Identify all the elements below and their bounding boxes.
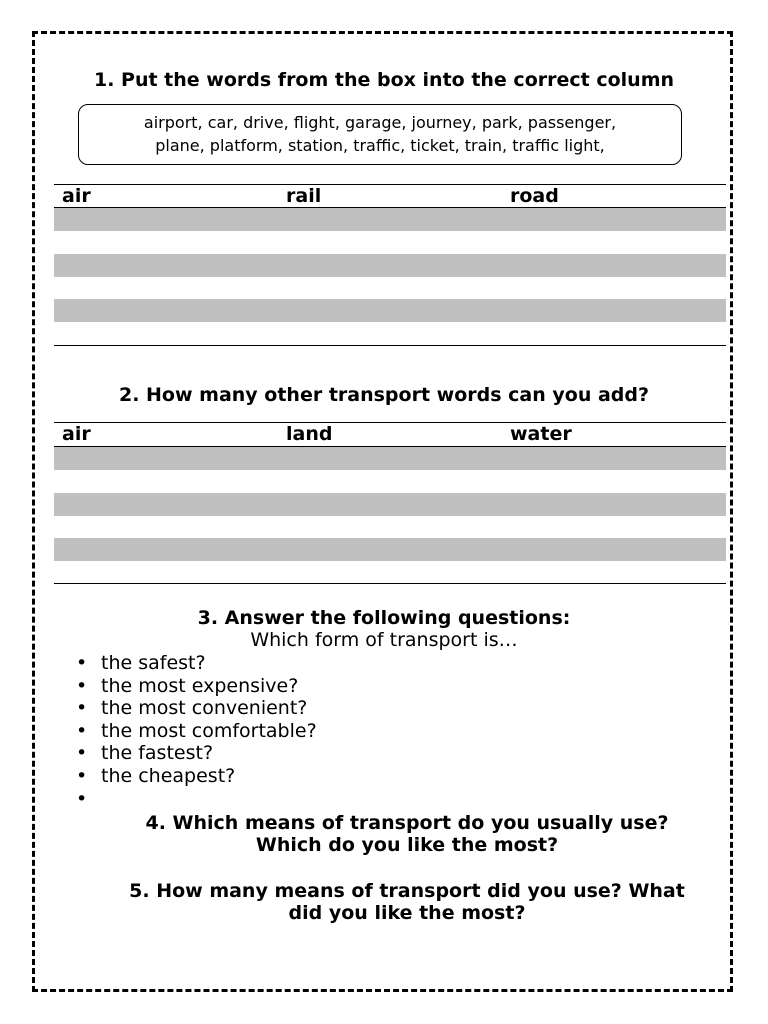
q1-table-bottom-rule	[54, 345, 726, 346]
q2-answer-row[interactable]	[54, 538, 726, 561]
bullet: •	[76, 674, 88, 697]
bullet: •	[76, 652, 88, 674]
q1-table-top-rule	[54, 184, 726, 185]
list-item	[76, 788, 317, 811]
bullet: •	[76, 697, 88, 720]
list-item	[76, 675, 317, 698]
list-item	[76, 720, 317, 743]
list-item	[76, 742, 317, 765]
question-text: the cheapest?	[101, 764, 236, 787]
q1-col-road: road	[510, 185, 559, 207]
q2-table-bottom-rule	[54, 583, 726, 584]
q2-title: 2. How many other transport words can you add?	[118, 384, 650, 406]
q2-col-land: land	[286, 423, 333, 445]
list-item	[76, 697, 317, 720]
list-item	[76, 765, 317, 788]
word-box-line-2: plane, platform, station, traffic, ticket, train, traffic light,	[155, 136, 605, 155]
bullet: •	[76, 787, 88, 810]
q3-question-list	[76, 652, 317, 810]
q2-table-top-rule	[54, 422, 726, 423]
word-box-line-1: airport, car, drive, flight, garage, journey, park, passenger,	[143, 113, 617, 132]
question-text: the most convenient?	[101, 697, 308, 720]
q1-answer-row[interactable]	[54, 299, 726, 322]
question-text: the most comfortable?	[101, 719, 317, 742]
q2-answer-row[interactable]	[54, 493, 726, 516]
q4-line-1: 4. Which means of transport do you usually use?	[145, 812, 669, 834]
bullet: •	[76, 742, 88, 765]
q1-col-air: air	[62, 185, 91, 207]
q1-answer-row[interactable]	[54, 208, 726, 231]
q5-line-2: did you like the most?	[288, 902, 526, 924]
q2-col-water: water	[510, 423, 572, 445]
q2-col-air: air	[62, 423, 91, 445]
list-item	[76, 652, 317, 675]
q1-col-rail: rail	[286, 185, 322, 207]
bullet: •	[76, 764, 88, 787]
q5-line-1: 5. How many means of transport did you use? What	[129, 880, 685, 902]
question-text: the fastest?	[101, 742, 214, 765]
question-text: the most expensive?	[101, 674, 299, 697]
q3-title: 3. Answer the following questions:	[197, 607, 571, 629]
q2-answer-row[interactable]	[54, 447, 726, 470]
bullet: •	[76, 719, 88, 742]
q4-line-2: Which do you like the most?	[255, 834, 559, 856]
word-box	[78, 104, 682, 165]
q1-answer-row[interactable]	[54, 254, 726, 277]
q1-title: 1. Put the words from the box into the correct column	[93, 69, 675, 91]
q3-subtitle: Which form of transport is…	[250, 629, 518, 651]
question-text: the safest?	[101, 652, 206, 674]
